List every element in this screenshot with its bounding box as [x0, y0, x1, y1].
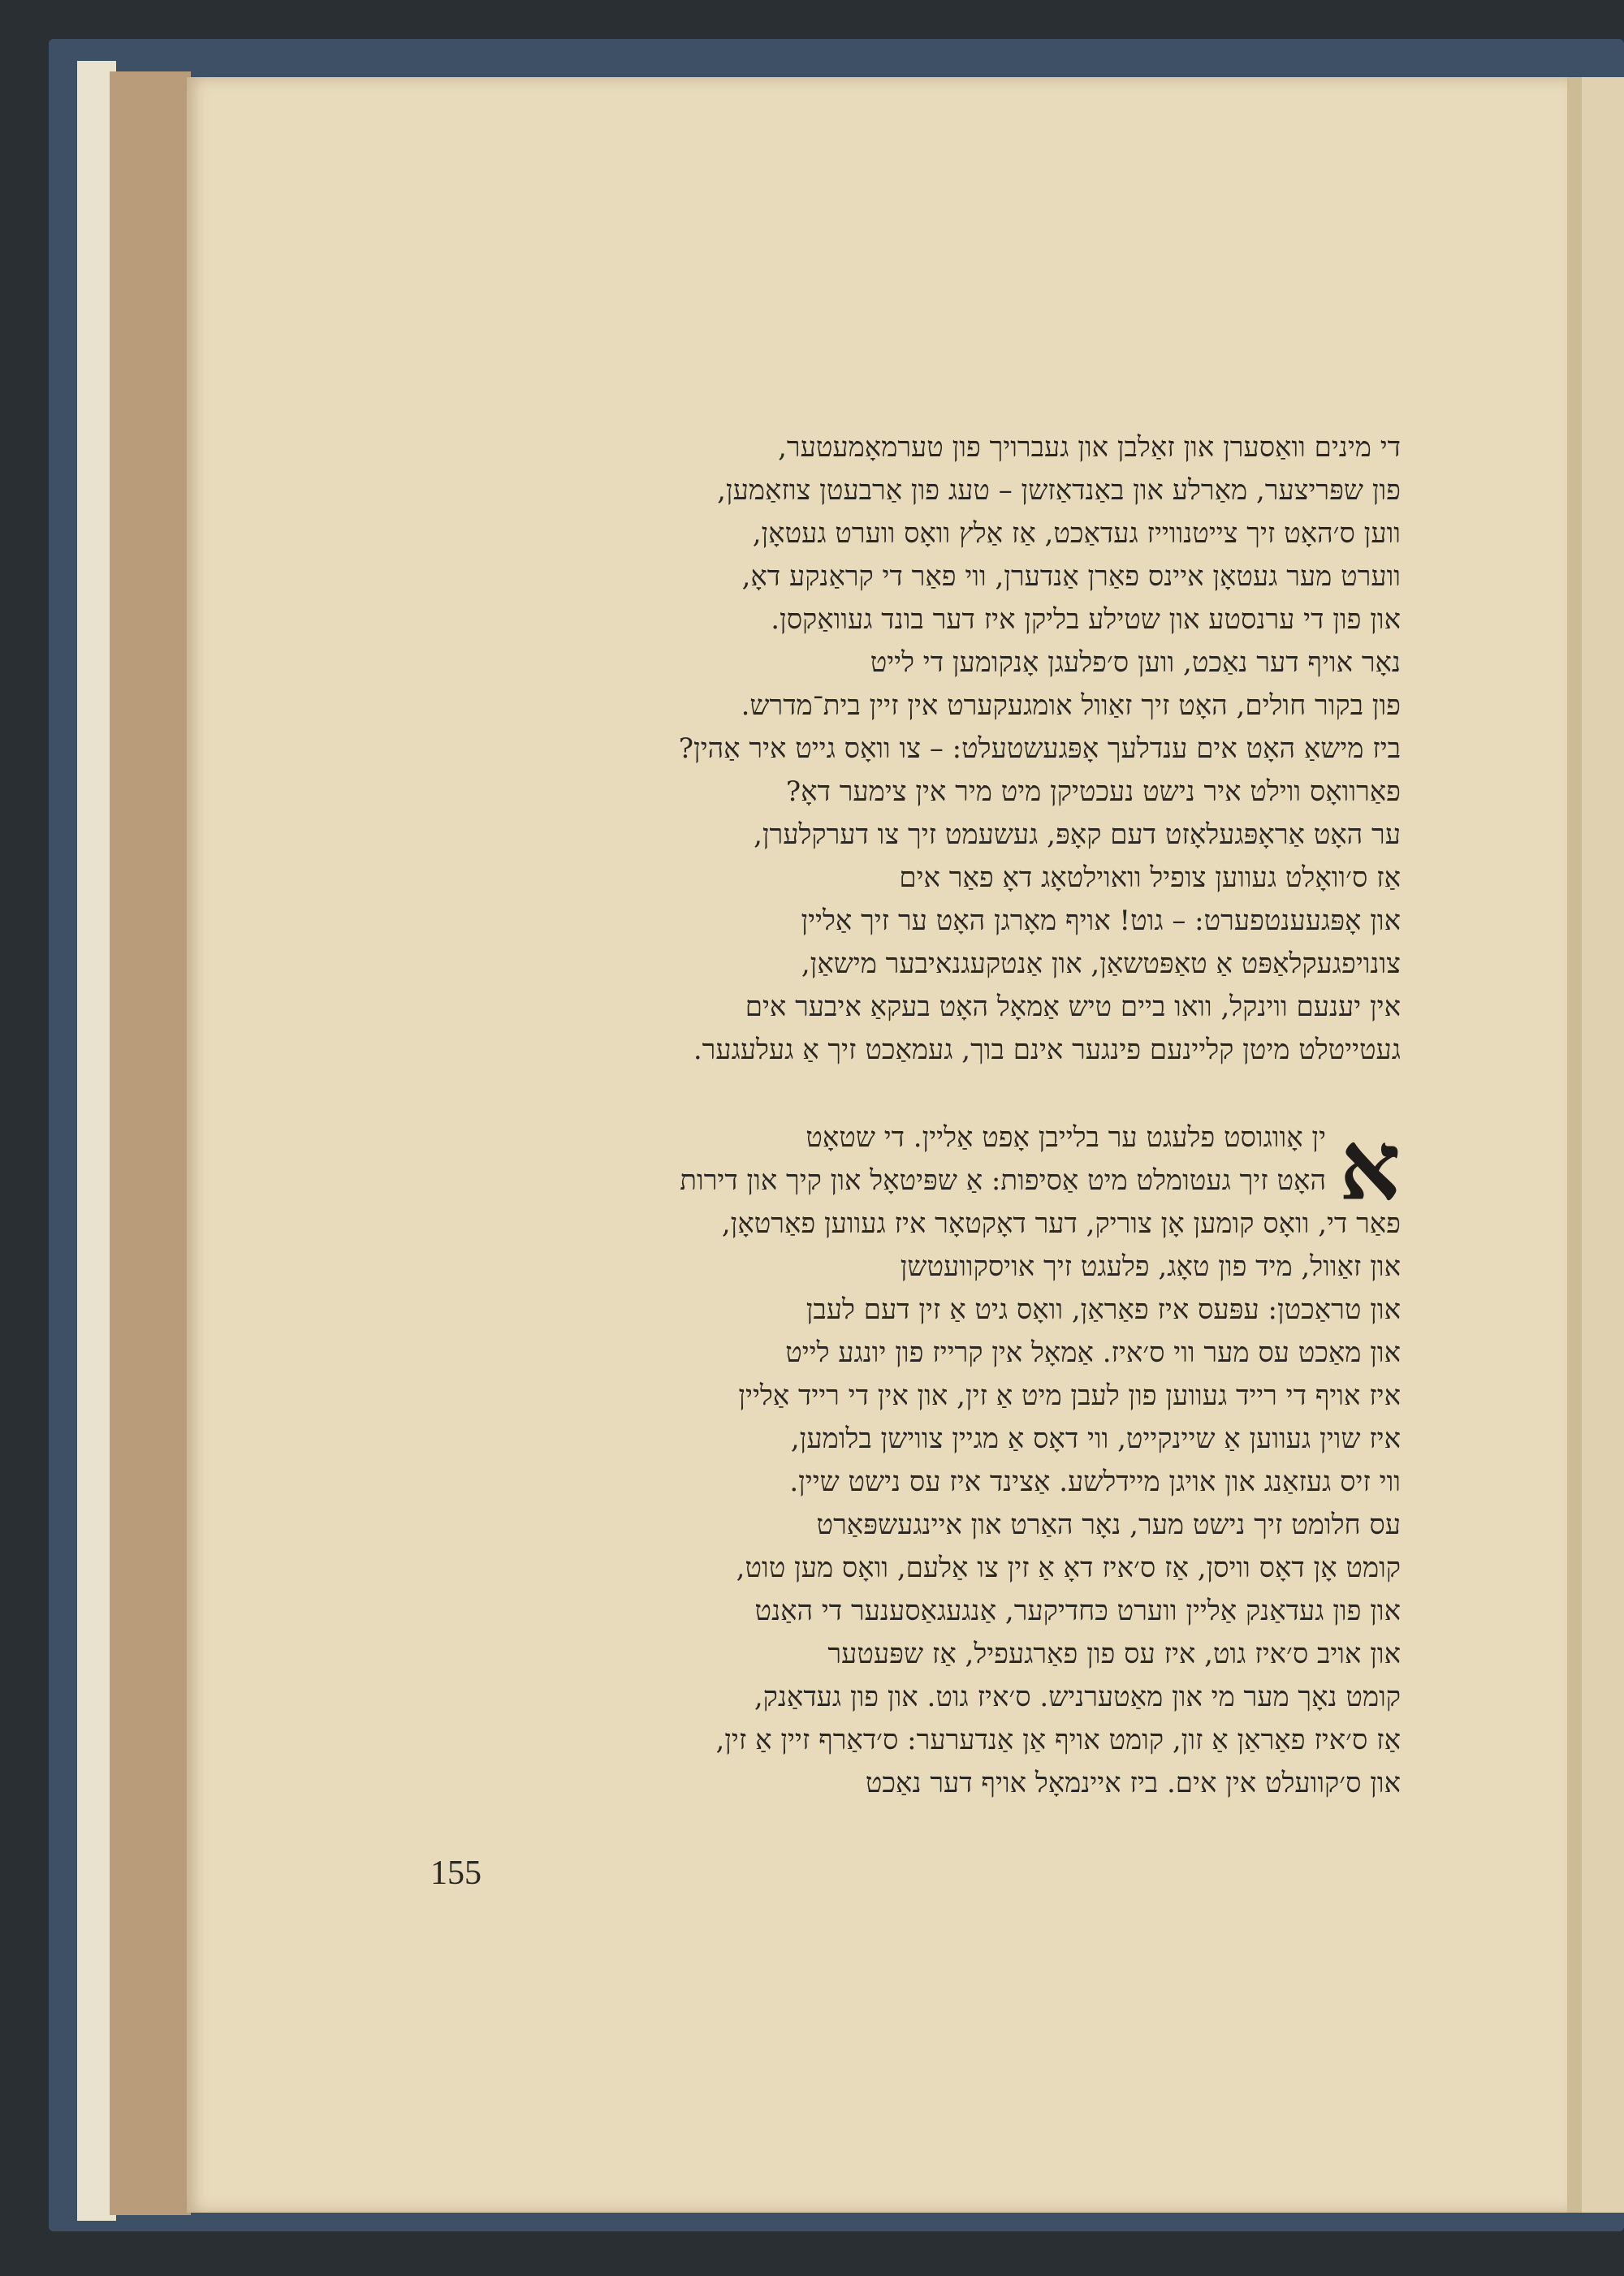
text-line: און טראַכטן: עפּעס איז פאַראַן, וואָס גיט אַ זין דעם לעבן — [806, 1293, 1401, 1326]
text-line: געטייטלט מיטן קליינעם פינגער אינם בוך, געמאַכט זיך אַ געלעגער. — [693, 1034, 1401, 1066]
text-line: די מינים וואַסערן און זאַלבן און געברויך פון טערמאָמעטער, — [778, 431, 1401, 464]
text-line: פאַרוואָס ווילט איר נישט נעכטיקן מיט מיר אין צימער דאָ? — [785, 775, 1401, 808]
text-line: האָט זיך געטומלט מיט אַסיפות: אַ שפּיטאָל און קיך און דירות — [680, 1164, 1326, 1197]
text-line: און פון די ערנסטע און שטילע בליקן איז דער בונד געוואַקסן. — [771, 603, 1401, 636]
text-line: אַז ס׳איז פאַראַן אַ זון, קומט אויף אַן אַנדערער: ס׳דאַרף זיין אַ זין, — [715, 1724, 1401, 1756]
text-line: איז אויף די רייד געווען פון לעבן מיט אַ זין, און אין די רייד אַליין — [738, 1380, 1401, 1412]
text-line: ווען ס׳האָט זיך צייטנווייז געדאַכט, אַז אַלץ וואָס ווערט געטאָן, — [752, 517, 1401, 550]
drop-cap: א — [1339, 1109, 1401, 1222]
text-line: ווי זיס געזאַנג און אויגן מיידלשע. אַצינד איז עס נישט שיין. — [789, 1466, 1401, 1498]
text-line: און ס׳קוועלט אין אים. ביז איינמאָל אויף דער נאַכט — [865, 1767, 1401, 1799]
text-line: אַז ס׳וואָלט געווען צופיל וואוילטאָג דאָ פאַר אים — [899, 862, 1401, 894]
text-line: קומט אָן דאָס וויסן, אַז ס׳איז דאָ אַ זין צו אַלעם, וואָס מען טוט, — [736, 1552, 1401, 1584]
page-stack — [110, 71, 191, 2215]
paragraph-2 — [430, 1109, 1401, 1805]
text-line: און אויב ס׳איז גוט, איז עס פון פאַרגעפיל, אַז שפּעטער — [827, 1638, 1401, 1670]
text-line: איז שוין געווען אַ שיינקייט, ווי דאָס אַ מגיין צווישן בלומען, — [790, 1423, 1401, 1455]
text-line: פון בקור חולים, האָט זיך זאַוול אומגעקערט אין זיין בית־מדרש. — [741, 689, 1401, 722]
text-line: און מאַכט עס מער ווי ס׳איז. אַמאָל אין קרייז פון יונגע לייט — [785, 1337, 1401, 1369]
text-line: און זאַוול, מיד פון טאָג, פלעגט זיך אויסקוועטשן — [900, 1250, 1401, 1283]
page-number: 155 — [430, 1855, 482, 1892]
text-line: ין אָווגוסט פלעגט ער בלייבן אָפט אַליין. די שטאָט — [806, 1121, 1326, 1154]
text-line: און אָפּגעענטפערט: – גוט! אויף מאָרגן האָט ער זיך אַליין — [801, 905, 1401, 937]
paragraph-1 — [430, 426, 1401, 1072]
text-line: צונויפגעקלאַפּט אַ טאַפּטשאַן, און אַנטקעגנאיבער מישאַן, — [801, 948, 1401, 980]
text-line: פאַר די, וואָס קומען אָן צוריק, דער דאָקטאָר איז געווען פאַרטאָן, — [721, 1207, 1401, 1240]
text-line: פון שפּריצער, מאַרלע און באַנדאַזשן – טעג פון אַרבעטן צוזאַמען, — [717, 474, 1401, 507]
text-line: עס חלומט זיך נישט מער, נאָר האַרט און איינגעשפּאַרט — [816, 1509, 1401, 1541]
facing-page-edge — [1582, 77, 1624, 2213]
text-line: ווערט מער געטאָן איינס פאַרן אַנדערן, ווי פאַר די קראַנקע דאָ, — [741, 560, 1401, 593]
text-line: קומט נאָך מער מי און מאַטערניש. ס׳איז גוט. און פון געדאַנק, — [754, 1681, 1401, 1713]
text-line: ביז מישאַ האָט אים ענדלעך אָפּגעשטעלט: – צו וואָס גייט איר אַהין? — [678, 732, 1401, 765]
text-line: נאָר אויף דער נאַכט, ווען ס׳פלעגן אָנקומען די לייט — [870, 646, 1401, 679]
text-line: ער האָט אַראָפּגעלאָזט דעם קאָפּ, געשעמט זיך צו דערקלערן, — [754, 818, 1401, 851]
text-line: און פון געדאַנק אַליין ווערט כּחדיקער, אַנגעגאַסענער די האַנט — [754, 1595, 1401, 1627]
text-line: אין יענעם ווינקל, וואו ביים טיש אַמאָל האָט בעקאַ איבער אים — [745, 991, 1401, 1023]
